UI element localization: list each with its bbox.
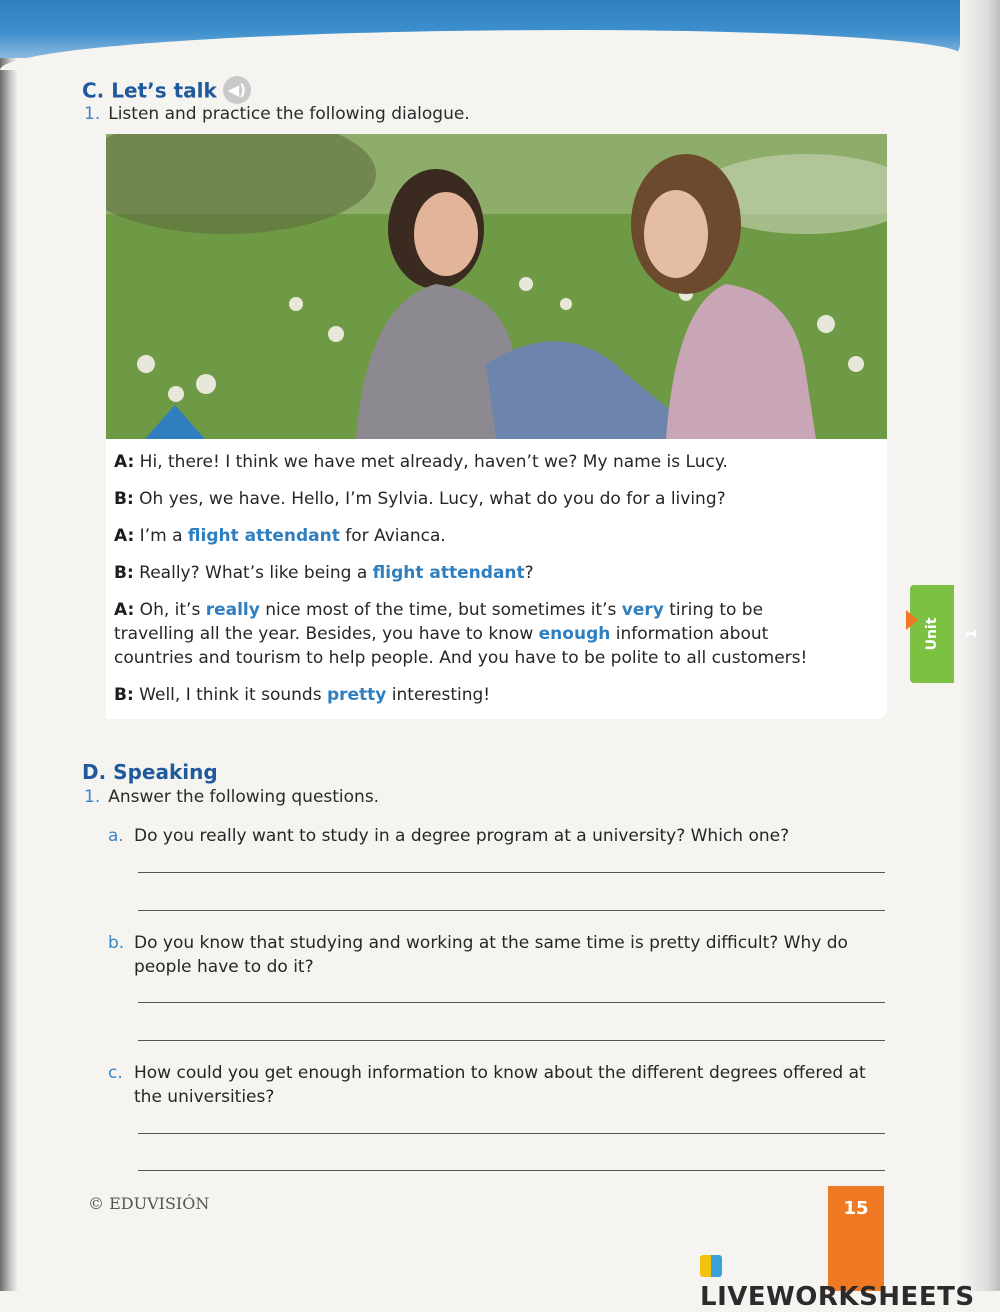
question-b: b. Do you know that studying and working at the same time is pretty difficult? Why do people have to do it? [108, 933, 848, 977]
liveworksheets-logo-icon [700, 1255, 722, 1277]
keyword: enough [538, 624, 611, 644]
page-edge-shadow [960, 0, 1000, 1291]
answer-line[interactable] [138, 1002, 885, 1003]
answer-line[interactable] [138, 1133, 885, 1134]
speaker-audio-icon[interactable]: ◀) [223, 76, 251, 104]
photo-two-girls [106, 134, 887, 439]
dialogue-line-1: A: Hi, there! I think we have met already, haven’t we? My name is Lucy. [114, 452, 728, 472]
answer-line[interactable] [138, 1170, 885, 1171]
question-c: c. How could you get enough information to know about the different degrees offered at the universities? [108, 1063, 866, 1107]
dialogue-line-6: B: Well, I think it sounds pretty interesting! [114, 685, 491, 705]
answer-line[interactable] [138, 872, 885, 873]
dialogue-line-2: B: Oh yes, we have. Hello, I’m Sylvia. Lucy, what do you do for a living? [114, 489, 726, 509]
dialogue-line-4: B: Really? What’s like being a flight attendant? [114, 563, 534, 583]
decorative-triangle [145, 405, 205, 439]
keyword: flight attendant [187, 526, 340, 546]
page-number: 15 [843, 1198, 869, 1219]
section-c-instruction: 1. Listen and practice the following dialogue. [84, 104, 470, 124]
page-binding-shadow [0, 0, 18, 1291]
dialogue-line-5: A: Oh, it’s really nice most of the time, but sometimes it’s very tiring to be travelling all the year. Besides, you have to know enough information about countries and tourism to help people. And you have to be polite to all customers! [114, 600, 808, 668]
answer-line[interactable] [138, 1040, 885, 1041]
liveworksheets-brand: LIVEWORKSHEETS [700, 1252, 1000, 1312]
publisher-credit: © EDUVISIÓN [88, 1194, 210, 1213]
keyword: pretty [326, 685, 387, 705]
keyword: very [621, 600, 664, 620]
keyword: flight attendant [372, 563, 525, 583]
section-d-instruction: 1. Answer the following questions. [84, 787, 380, 807]
section-c-title: C. Let’s talk ◀) [82, 78, 251, 106]
section-d-title: D. Speaking [82, 760, 218, 784]
answer-line[interactable] [138, 910, 885, 911]
keyword: really [205, 600, 260, 620]
dialogue-line-3: A: I’m a flight attendant for Avianca. [114, 526, 446, 546]
unit-tab-label: Unit 1 [924, 617, 980, 651]
question-a: a. Do you really want to study in a degree program at a university? Which one? [108, 826, 790, 846]
